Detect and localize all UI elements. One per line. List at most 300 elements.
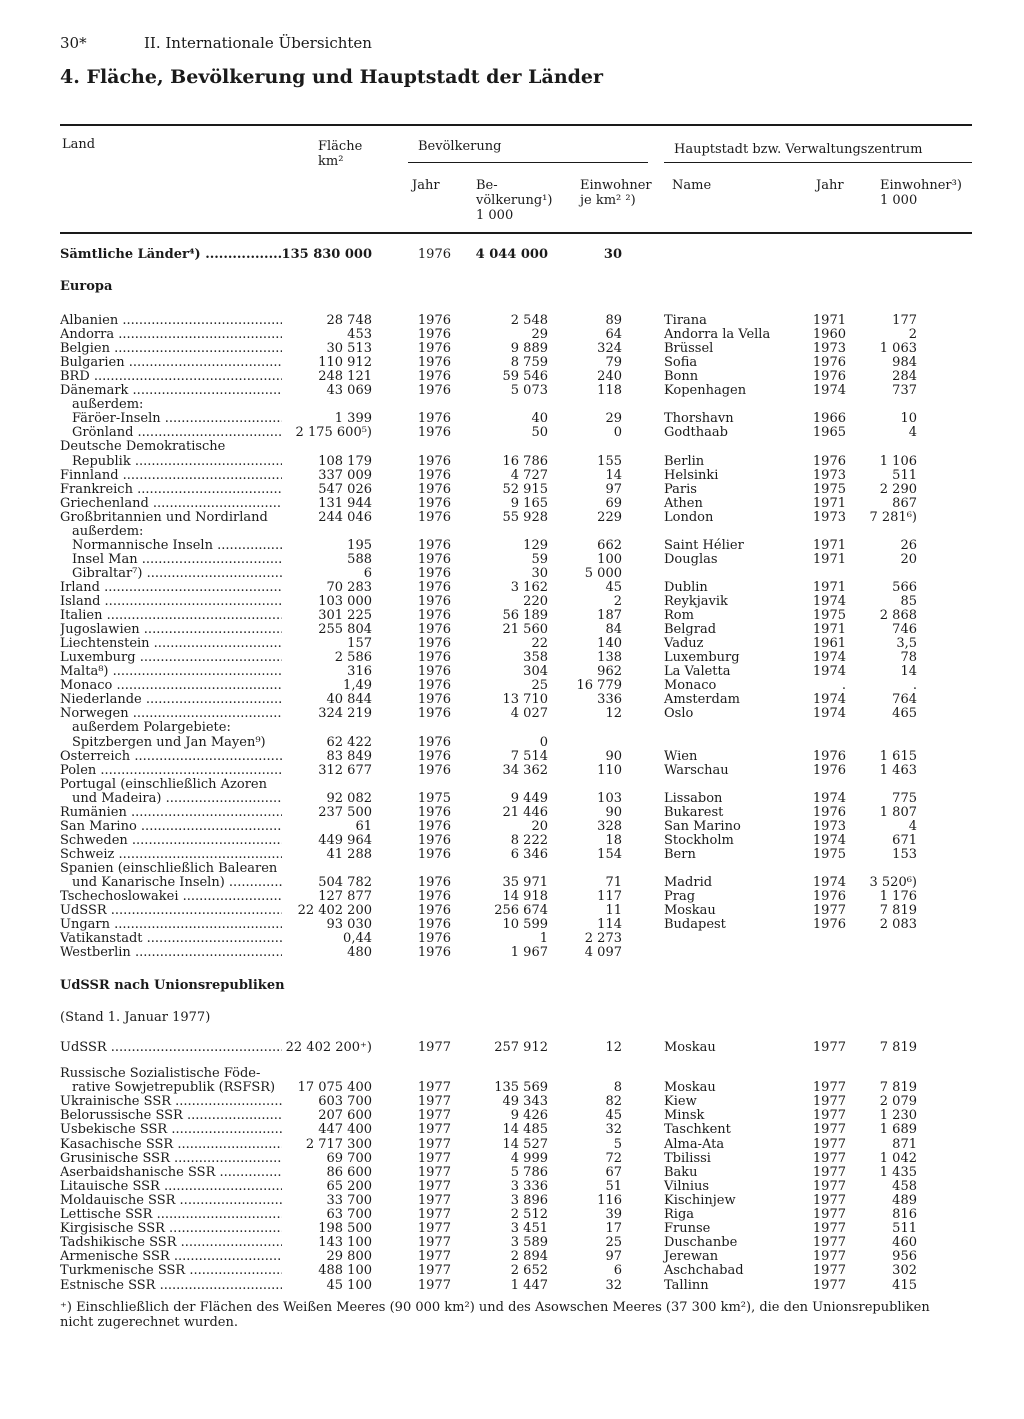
table-row bbox=[0, 750, 1024, 764]
total-land: Sämtliche Länder⁴) ..... bbox=[60, 248, 282, 262]
cell-hew: 1 807 bbox=[879, 804, 917, 820]
cell-hj: 1974 bbox=[812, 383, 846, 399]
table-row bbox=[0, 1166, 1024, 1180]
cell-ew: 116 bbox=[597, 1192, 622, 1208]
cell-ew: 18 bbox=[605, 832, 622, 848]
cell-fl: 588 bbox=[347, 551, 372, 567]
table-row bbox=[0, 1067, 1024, 1081]
col-jahr: Jahr bbox=[412, 178, 440, 193]
cell-name: Bern bbox=[664, 846, 696, 862]
cell-hj: 1965 bbox=[812, 425, 846, 441]
cell-hew: 1 063 bbox=[879, 341, 917, 357]
table-row bbox=[0, 567, 1024, 581]
total-jahr: 1976 bbox=[417, 247, 451, 262]
cell-bev: 304 bbox=[523, 664, 548, 680]
cell-hj: 1977 bbox=[812, 903, 846, 919]
cell-hj: 1977 bbox=[812, 1108, 846, 1124]
cell-hj: 1977 bbox=[812, 1192, 846, 1208]
cell-bev: 50 bbox=[531, 425, 548, 441]
cell-fl: 0,44 bbox=[343, 931, 372, 947]
footnote: ⁺) Einschließlich der Flächen des Weißen Meeres (90 000 km²) und des Asowschen Meeres (37 300 km²), die den Unionsrepubliken nicht zugerechnet wurden. bbox=[60, 1300, 930, 1330]
cell-hew: 1 230 bbox=[879, 1108, 917, 1124]
cell-name: Andorra la Vella bbox=[664, 327, 771, 343]
table-row bbox=[0, 1109, 1024, 1123]
cell-j: 1976 bbox=[417, 931, 451, 947]
cell-ew: 4 097 bbox=[584, 945, 622, 961]
cell-hew: 2 bbox=[908, 327, 917, 343]
table-row bbox=[0, 440, 1024, 454]
cell-ew: 29 bbox=[605, 411, 622, 427]
total-bev: 4 044 000 bbox=[475, 247, 548, 262]
cell-land: Finnland ..... bbox=[60, 469, 282, 483]
cell-fl: 29 800 bbox=[326, 1249, 372, 1265]
cell-hj: 1960 bbox=[812, 327, 846, 343]
cell-j: 1977 bbox=[417, 1192, 451, 1208]
cell-hj: 1974 bbox=[812, 706, 846, 722]
cell-hew: 458 bbox=[892, 1178, 917, 1194]
cell-bev: 21 560 bbox=[502, 622, 548, 638]
cell-bev: 49 343 bbox=[502, 1094, 548, 1110]
cell-hew: 1 463 bbox=[879, 762, 917, 778]
cell-bev: 2 548 bbox=[510, 313, 548, 328]
cell-bev: 8 759 bbox=[510, 355, 548, 371]
cell-j: 1977 bbox=[417, 1277, 451, 1293]
cell-j: 1976 bbox=[417, 369, 451, 385]
cell-land: Island ..... bbox=[60, 595, 282, 609]
table-row bbox=[0, 1222, 1024, 1236]
cell-hew: 2 290 bbox=[879, 481, 917, 497]
cell-j: 1977 bbox=[417, 1094, 451, 1110]
cell-fl: 63 700 bbox=[326, 1207, 372, 1222]
cell-j: 1976 bbox=[417, 818, 451, 834]
cell-hj: 1976 bbox=[812, 369, 846, 385]
section-title: II. Internationale Übersichten bbox=[144, 34, 372, 52]
cell-bev: 14 527 bbox=[502, 1136, 548, 1152]
cell-ew: 662 bbox=[597, 537, 622, 553]
udssr-total-h-ew: 7 819 bbox=[879, 1040, 917, 1055]
cell-ew: 103 bbox=[597, 790, 622, 806]
cell-bev: 10 599 bbox=[502, 917, 548, 933]
cell-land: Usbekische SSR ..... bbox=[60, 1123, 282, 1137]
cell-j: 1976 bbox=[417, 579, 451, 595]
cell-hew: 489 bbox=[892, 1192, 917, 1208]
cell-name: Tbilissi bbox=[664, 1150, 711, 1166]
cell-hew: 177 bbox=[892, 313, 917, 328]
cell-name: Duschanbe bbox=[664, 1235, 738, 1251]
cell-name: Brüssel bbox=[664, 341, 714, 357]
cell-fl: 488 100 bbox=[318, 1263, 372, 1279]
total-row bbox=[0, 248, 1024, 262]
cell-bev: 4 727 bbox=[510, 467, 548, 483]
cell-fl: 28 748 bbox=[326, 313, 372, 328]
cell-land: Irland ..... bbox=[60, 581, 282, 595]
cell-hew: 284 bbox=[892, 369, 917, 385]
cell-hj: 1974 bbox=[812, 875, 846, 890]
cell-name: Aschchabad bbox=[664, 1263, 744, 1279]
cell-hj: 1974 bbox=[812, 692, 846, 708]
cell-land: Spitzbergen und Jan Mayen⁹) bbox=[72, 735, 266, 750]
cell-j: 1976 bbox=[417, 509, 451, 525]
cell-bev: 3 589 bbox=[510, 1235, 548, 1251]
cell-fl: 33 700 bbox=[326, 1192, 372, 1208]
cell-land: Moldauische SSR ..... bbox=[60, 1194, 282, 1208]
cell-hew: 153 bbox=[892, 846, 917, 862]
cell-j: 1977 bbox=[417, 1080, 451, 1096]
cell-j: 1976 bbox=[417, 706, 451, 722]
cell-fl: 45 100 bbox=[326, 1277, 372, 1293]
cell-hj: 1975 bbox=[812, 846, 846, 862]
cell-fl: 6 bbox=[363, 565, 372, 581]
cell-hj: 1977 bbox=[812, 1094, 846, 1110]
cell-fl: 312 677 bbox=[318, 762, 372, 778]
cell-bev: 256 674 bbox=[494, 903, 548, 919]
cell-hew: 511 bbox=[892, 1221, 917, 1237]
table-row bbox=[0, 497, 1024, 511]
table-row bbox=[0, 651, 1024, 665]
cell-bev: 20 bbox=[531, 818, 548, 834]
cell-bev: 30 bbox=[531, 565, 548, 581]
cell-ew: 97 bbox=[605, 481, 622, 497]
udssr-total-row bbox=[0, 1041, 1024, 1055]
cell-land: San Marino ..... bbox=[60, 820, 282, 834]
cell-j: 1977 bbox=[417, 1235, 451, 1251]
cell-fl: 30 513 bbox=[326, 341, 372, 357]
cell-hew: 85 bbox=[900, 594, 917, 609]
cell-land: Luxemburg ..... bbox=[60, 651, 282, 665]
cell-name: Monaco bbox=[664, 678, 717, 694]
cell-name: Tirana bbox=[664, 313, 707, 328]
cell-hew: 7 281⁶) bbox=[869, 509, 917, 525]
cell-fl: 195 bbox=[347, 537, 372, 553]
table-row bbox=[0, 1250, 1024, 1264]
cell-j: 1976 bbox=[417, 537, 451, 553]
table-row bbox=[0, 1123, 1024, 1137]
cell-fl: 2 717 300 bbox=[305, 1136, 372, 1152]
cell-fl: 93 030 bbox=[326, 917, 372, 933]
table-row bbox=[0, 384, 1024, 398]
table-row bbox=[0, 1194, 1024, 1208]
table-row bbox=[0, 1236, 1024, 1250]
cell-ew: 16 779 bbox=[576, 678, 622, 694]
udssr-total-bev: 257 912 bbox=[494, 1040, 548, 1055]
cell-land: Republik ..... bbox=[72, 455, 282, 469]
cell-hj: 1976 bbox=[812, 453, 846, 469]
cell-fl: 337 009 bbox=[318, 467, 372, 483]
cell-hew: 2 868 bbox=[879, 608, 917, 624]
cell-bev: 55 928 bbox=[502, 509, 548, 525]
cell-ew: 5 bbox=[613, 1136, 622, 1152]
cell-bev: 7 514 bbox=[510, 748, 548, 764]
table-row bbox=[0, 511, 1024, 525]
table-row bbox=[0, 721, 1024, 735]
cell-hew: 984 bbox=[892, 355, 917, 371]
cell-fl: 127 877 bbox=[318, 889, 372, 905]
cell-hj: 1977 bbox=[812, 1249, 846, 1265]
udssr-total-name: Moskau bbox=[664, 1040, 716, 1055]
cell-bev: 9 426 bbox=[510, 1108, 548, 1124]
cell-j: 1976 bbox=[417, 650, 451, 666]
cell-j: 1976 bbox=[417, 622, 451, 638]
table-row bbox=[0, 736, 1024, 750]
cell-fl: 131 944 bbox=[318, 495, 372, 511]
table-row bbox=[0, 637, 1024, 651]
col-bevoelkerung: Bevölkerung bbox=[418, 139, 502, 154]
cell-ew: 67 bbox=[605, 1164, 622, 1180]
cell-hj: 1971 bbox=[812, 313, 846, 328]
cell-ew: 110 bbox=[597, 762, 622, 778]
cell-ew: 25 bbox=[605, 1235, 622, 1251]
cell-name: Helsinki bbox=[664, 467, 719, 483]
cell-ew: 962 bbox=[597, 664, 622, 680]
table-row bbox=[0, 665, 1024, 679]
cell-j: 1976 bbox=[417, 889, 451, 905]
table-row bbox=[0, 904, 1024, 918]
cell-land: Grusinische SSR ..... bbox=[60, 1152, 282, 1166]
cell-ew: 89 bbox=[605, 313, 622, 328]
cell-fl: 40 844 bbox=[326, 692, 372, 708]
cell-hew: 867 bbox=[892, 495, 917, 511]
cell-ew: 154 bbox=[597, 846, 622, 862]
cell-bev: 4 999 bbox=[510, 1150, 548, 1166]
cell-hj: 1977 bbox=[812, 1150, 846, 1166]
cell-hj: . bbox=[841, 678, 846, 694]
cell-name: Warschau bbox=[664, 762, 729, 778]
table-row bbox=[0, 1081, 1024, 1095]
col-land: Land bbox=[62, 137, 96, 152]
cell-fl: 237 500 bbox=[318, 804, 372, 820]
table-row bbox=[0, 328, 1024, 342]
cell-j: 1976 bbox=[417, 313, 451, 328]
cell-hj: 1971 bbox=[812, 551, 846, 567]
cell-bev: 135 569 bbox=[494, 1080, 548, 1096]
cell-hew: 1 689 bbox=[879, 1122, 917, 1138]
cell-name: Wien bbox=[664, 748, 698, 764]
cell-land: Tschechoslowakei ..... bbox=[60, 890, 282, 904]
cell-j: 1976 bbox=[417, 875, 451, 890]
cell-name: Belgrad bbox=[664, 622, 717, 638]
cell-hew: 26 bbox=[900, 537, 917, 553]
cell-hj: 1977 bbox=[812, 1207, 846, 1222]
cell-name: Kopenhagen bbox=[664, 383, 747, 399]
total-flaeche: 135 830 000 bbox=[281, 247, 372, 262]
cell-fl: 86 600 bbox=[326, 1164, 372, 1180]
cell-ew: 0 bbox=[613, 425, 622, 441]
cell-land: Liechtenstein ..... bbox=[60, 637, 282, 651]
cell-land: Dänemark ..... bbox=[60, 384, 282, 398]
udssr-total-land: UdSSR ..... bbox=[60, 1041, 282, 1055]
cell-j: 1977 bbox=[417, 1221, 451, 1237]
cell-hj: 1977 bbox=[812, 1122, 846, 1138]
cell-hew: 1 615 bbox=[879, 748, 917, 764]
cell-name: Rom bbox=[664, 608, 694, 624]
col-bev-detail: Be- völkerung¹) 1 000 bbox=[476, 178, 553, 223]
cell-j: 1976 bbox=[417, 608, 451, 624]
cell-name: Tallinn bbox=[664, 1277, 709, 1293]
cell-land: rative Sowjetrepublik (RSFSR) bbox=[72, 1081, 276, 1096]
cell-ew: 69 bbox=[605, 495, 622, 511]
cell-j: 1976 bbox=[417, 903, 451, 919]
cell-land: Turkmenische SSR ..... bbox=[60, 1264, 282, 1278]
cell-j: 1977 bbox=[417, 1150, 451, 1166]
table-row bbox=[0, 525, 1024, 539]
cell-hj: 1973 bbox=[812, 509, 846, 525]
table-row bbox=[0, 848, 1024, 862]
cell-bev: 3 451 bbox=[510, 1221, 548, 1237]
cell-bev: 4 027 bbox=[510, 706, 548, 722]
table-row bbox=[0, 1180, 1024, 1194]
cell-ew: 82 bbox=[605, 1094, 622, 1110]
cell-ew: 12 bbox=[605, 706, 622, 722]
cell-ew: 100 bbox=[597, 551, 622, 567]
table-row bbox=[0, 890, 1024, 904]
cell-j: 1977 bbox=[417, 1122, 451, 1138]
table-row bbox=[0, 778, 1024, 792]
table-row bbox=[0, 1152, 1024, 1166]
cell-name: Paris bbox=[664, 481, 697, 497]
cell-land: Andorra ..... bbox=[60, 328, 282, 342]
section-europa: Europa bbox=[60, 279, 113, 294]
col-flaeche: Fläche km² bbox=[318, 139, 363, 169]
cell-ew: 336 bbox=[597, 692, 622, 708]
table-row bbox=[0, 806, 1024, 820]
cell-name: Sofia bbox=[664, 355, 698, 371]
cell-fl: 324 219 bbox=[318, 706, 372, 722]
cell-fl: 2 175 600⁵) bbox=[295, 425, 372, 441]
cell-hew: 3 520⁶) bbox=[869, 875, 917, 890]
cell-hj: 1973 bbox=[812, 341, 846, 357]
cell-name: Vilnius bbox=[664, 1178, 710, 1194]
cell-fl: 108 179 bbox=[318, 453, 372, 469]
cell-land: außerdem Polargebiete: bbox=[72, 721, 231, 736]
cell-ew: 64 bbox=[605, 327, 622, 343]
table-row bbox=[0, 1264, 1024, 1278]
cell-bev: 220 bbox=[523, 594, 548, 609]
cell-hew: 1 176 bbox=[879, 889, 917, 905]
cell-j: 1977 bbox=[417, 1136, 451, 1152]
cell-land: Österreich ..... bbox=[60, 750, 282, 764]
cell-hj: 1973 bbox=[812, 467, 846, 483]
cell-hj: 1977 bbox=[812, 1277, 846, 1293]
cell-j: 1976 bbox=[417, 327, 451, 343]
cell-j: 1976 bbox=[417, 832, 451, 848]
cell-ew: 14 bbox=[605, 467, 622, 483]
bev-rule bbox=[408, 162, 648, 163]
cell-land: Monaco ..... bbox=[60, 679, 282, 693]
cell-fl: 248 121 bbox=[318, 369, 372, 385]
cell-land: Armenische SSR ..... bbox=[60, 1250, 282, 1264]
cell-land: Lettische SSR ..... bbox=[60, 1208, 282, 1222]
cell-land: Ungarn ..... bbox=[60, 918, 282, 932]
cell-land: Deutsche Demokratische bbox=[60, 440, 226, 455]
cell-bev: 14 918 bbox=[502, 889, 548, 905]
cell-j: 1976 bbox=[417, 678, 451, 694]
cell-fl: 603 700 bbox=[318, 1094, 372, 1110]
cell-land: Grönland ..... bbox=[72, 426, 282, 440]
total-ew: 30 bbox=[603, 247, 622, 262]
cell-name: Berlin bbox=[664, 453, 705, 469]
cell-land: Portugal (einschließlich Azoren bbox=[60, 777, 267, 792]
cell-hew: 7 819 bbox=[879, 903, 917, 919]
cell-hj: 1977 bbox=[812, 1164, 846, 1180]
cell-land: Malta⁸) ..... bbox=[60, 665, 282, 679]
cell-hew: 1 106 bbox=[879, 453, 917, 469]
cell-name: Oslo bbox=[664, 706, 694, 722]
cell-hew: 746 bbox=[892, 622, 917, 638]
cell-name: San Marino bbox=[664, 818, 741, 834]
cell-hew: 775 bbox=[892, 790, 917, 806]
cell-fl: 480 bbox=[347, 945, 372, 961]
table-row bbox=[0, 314, 1024, 328]
cell-fl: 22 402 200 bbox=[297, 903, 372, 919]
col-h-einwohner: Einwohner³) 1 000 bbox=[880, 178, 962, 208]
cell-hew: 3,5 bbox=[896, 636, 917, 652]
cell-j: 1977 bbox=[417, 1207, 451, 1222]
cell-hew: 1 435 bbox=[879, 1164, 917, 1180]
cell-hj: 1975 bbox=[812, 481, 846, 497]
cell-hj: 1971 bbox=[812, 537, 846, 553]
table-row bbox=[0, 342, 1024, 356]
cell-j: 1976 bbox=[417, 341, 451, 357]
cell-land: Schweiz ..... bbox=[60, 848, 282, 862]
cell-hj: 1977 bbox=[812, 1178, 846, 1194]
cell-fl: 301 225 bbox=[318, 608, 372, 624]
cell-hew: 671 bbox=[892, 832, 917, 848]
cell-fl: 504 782 bbox=[318, 875, 372, 890]
cell-ew: 155 bbox=[597, 453, 622, 469]
cell-ew: 84 bbox=[605, 622, 622, 638]
cell-fl: 70 283 bbox=[326, 579, 372, 595]
cell-name: Stockholm bbox=[664, 832, 734, 848]
cell-name: Moskau bbox=[664, 903, 716, 919]
cell-bev: 52 915 bbox=[502, 481, 548, 497]
cell-fl: 69 700 bbox=[326, 1150, 372, 1166]
cell-bev: 3 162 bbox=[510, 579, 548, 595]
cell-land: Spanien (einschließlich Balearen bbox=[60, 861, 278, 876]
table-row bbox=[0, 609, 1024, 623]
table-row bbox=[0, 553, 1024, 567]
cell-fl: 92 082 bbox=[326, 790, 372, 806]
cell-hew: . bbox=[912, 678, 917, 694]
cell-hew: 415 bbox=[892, 1277, 917, 1293]
table-row bbox=[0, 1138, 1024, 1152]
col-name: Name bbox=[672, 178, 712, 193]
table-row bbox=[0, 595, 1024, 609]
cell-j: 1976 bbox=[417, 481, 451, 497]
cell-land: Norwegen ..... bbox=[60, 707, 282, 721]
cell-ew: 11 bbox=[605, 903, 622, 919]
cell-hew: 816 bbox=[892, 1207, 917, 1222]
cell-hew: 764 bbox=[892, 692, 917, 708]
cell-name: Saint Hélier bbox=[664, 537, 744, 553]
cell-ew: 45 bbox=[605, 579, 622, 595]
cell-fl: 65 200 bbox=[326, 1178, 372, 1194]
cell-bev: 2 894 bbox=[510, 1249, 548, 1265]
cell-fl: 316 bbox=[347, 664, 372, 680]
cell-j: 1977 bbox=[417, 1108, 451, 1124]
cell-hew: 465 bbox=[892, 706, 917, 722]
cell-name: Athen bbox=[664, 495, 703, 511]
cell-bev: 0 bbox=[539, 734, 548, 750]
cell-land: Westberlin ..... bbox=[60, 946, 282, 960]
cell-land: Albanien ..... bbox=[60, 314, 282, 328]
cell-hew: 871 bbox=[892, 1136, 917, 1152]
cell-hj: 1974 bbox=[812, 790, 846, 806]
cell-ew: 51 bbox=[605, 1178, 622, 1194]
col-einwohner-km: Einwohner je km² ²) bbox=[580, 178, 652, 208]
cell-bev: 22 bbox=[531, 636, 548, 652]
table-row bbox=[0, 932, 1024, 946]
cell-name: Lissabon bbox=[664, 790, 723, 806]
